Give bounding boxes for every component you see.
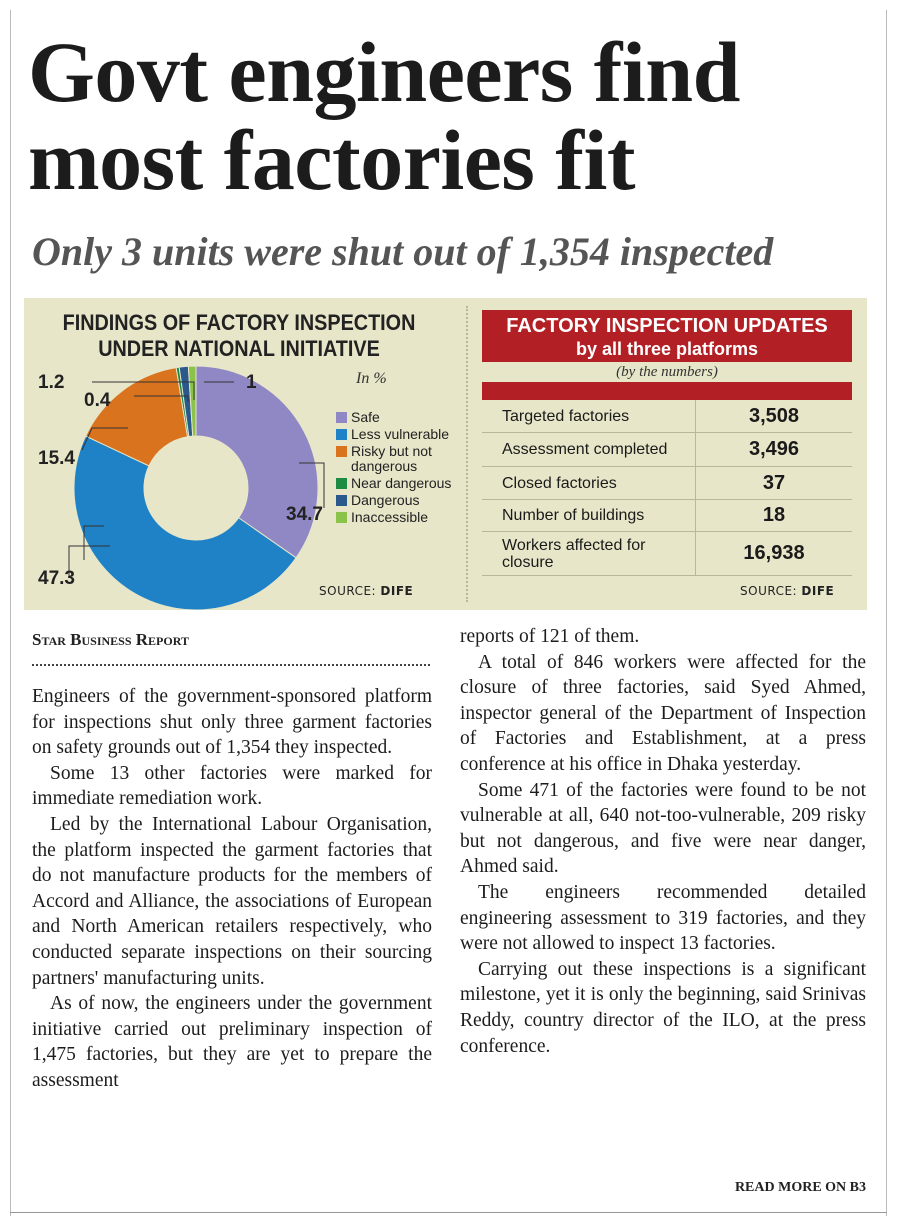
table-cell-label: Workers affected for closure: [482, 532, 696, 575]
table-cell-value: 3,496: [748, 438, 800, 460]
article-paragraph: As of now, the engineers under the government initiative carried out preliminary inspection of 1,475 factories, but they are yet to prepare the assessment: [32, 993, 432, 1091]
legend-label: Near dangerous: [351, 475, 452, 491]
chart-source: [319, 584, 413, 598]
bottom-divider: [10, 1212, 887, 1213]
legend-label: Dangerous: [351, 492, 420, 508]
legend-item: [336, 493, 466, 508]
article-paragraph: The engineers recommended detailed engineering assessment to 319 factories, and they were not allowed to inspect 13 factories.: [460, 881, 866, 955]
chart-source-prefix: SOURCE:: [319, 584, 381, 598]
article-paragraph: Engineers of the government-sponsored platform for inspections shut only three garment factories on safety grounds out of 1,354 they inspected.: [32, 686, 432, 759]
headline-line-2: most factories fit: [28, 112, 636, 208]
donut-value-label: 1: [246, 372, 257, 393]
headline-line-1: Govt engineers find: [28, 24, 740, 120]
table-row: [482, 400, 852, 433]
table-cell-label: Number of buildings: [482, 500, 696, 531]
table-row: [482, 532, 852, 576]
table-source-name: DIFE: [801, 584, 835, 598]
article-paragraph: Some 13 other factories were marked for immediate remediation work.: [32, 762, 432, 810]
article-column-left: [32, 684, 432, 1094]
donut-value-label: 1.2: [38, 372, 65, 393]
legend-item: [336, 444, 466, 474]
chart-legend: [336, 410, 466, 527]
subheadline: Only 3 units were shut out of 1,354 inspected: [32, 229, 774, 274]
donut-value-label: 15.4: [38, 448, 75, 469]
donut-value-label: 34.7: [286, 504, 323, 525]
article-column-right: [460, 624, 866, 1059]
article-paragraph: reports of 121 of them.: [460, 626, 640, 647]
table-cell-label: Targeted factories: [482, 400, 696, 432]
legend-swatch: [336, 512, 347, 523]
table-cell-value: 16,938: [743, 542, 805, 564]
legend-swatch: [336, 446, 347, 457]
legend-item: [336, 427, 466, 442]
donut-chart-title: FINDINGS OF FACTORY INSPECTION UNDER NATIONAL INITIATIVE: [62, 310, 416, 361]
panel-divider: [466, 306, 468, 602]
read-more-link[interactable]: READ MORE ON B3: [734, 1180, 866, 1195]
table-row: [482, 500, 852, 532]
article-paragraph: Led by the International Labour Organisation, the platform inspected the garment factories that do not manufacture products for the members of Accord and Alliance, the associations of European and North American retailers respectively, who conducted separate inspections on their sourcing partners' manufacturing units.: [32, 813, 432, 989]
byline: Star Business Report: [32, 630, 189, 649]
legend-swatch: [336, 478, 347, 489]
updates-table-header: [482, 310, 852, 400]
updates-table: [482, 310, 852, 576]
legend-label: Inaccessible: [351, 509, 429, 525]
legend-swatch: [336, 412, 347, 423]
table-cell-value: 18: [762, 504, 786, 526]
updates-table-subtitle: by all three platforms: [575, 339, 759, 359]
legend-label: Safe: [351, 409, 380, 425]
updates-table-note: (by the numbers): [482, 362, 852, 382]
legend-item: [336, 476, 466, 491]
table-source: [740, 584, 834, 598]
legend-item: [336, 510, 466, 525]
legend-label: Risky but not dangerous: [351, 443, 432, 474]
table-cell-label: Closed factories: [482, 467, 696, 499]
article-paragraph: Some 471 of the factories were found to be not vulnerable at all, 640 not-too-vulnerable, 209 risky but not dangerous, and five were near danger, Ahmed said.: [460, 779, 866, 878]
table-cell-label: Assessment completed: [482, 433, 696, 466]
legend-swatch: [336, 429, 347, 440]
updates-table-title: FACTORY INSPECTION UPDATES: [506, 315, 828, 337]
donut-value-label: 47.3: [38, 568, 75, 589]
headline: [28, 24, 878, 208]
byline-divider: [32, 664, 430, 666]
table-cell-value: 3,508: [748, 404, 800, 427]
legend-item: [336, 410, 466, 425]
table-source-prefix: SOURCE:: [740, 584, 802, 598]
table-row: [482, 433, 852, 467]
chart-source-name: DIFE: [380, 584, 414, 598]
infographic: [24, 298, 867, 610]
donut-slice-safe: [196, 366, 318, 558]
legend-label: Less vulnerable: [351, 426, 450, 442]
table-cell-value: 37: [762, 471, 786, 494]
donut-value-label: 0.4: [84, 390, 111, 411]
legend-swatch: [336, 495, 347, 506]
unit-note: In %: [356, 370, 387, 387]
article-paragraph: A total of 846 workers were affected for the closure of three factories, said Syed Ahmed, inspector general of the Department of Inspection of Factories and Establishment, at a press conference at his office in Dhaka yesterday.: [460, 651, 866, 775]
table-row: [482, 467, 852, 500]
article-paragraph: Carrying out these inspections is a significant milestone, yet it is only the beginning, said Srinivas Reddy, country director of the ILO, at the press conference.: [460, 958, 866, 1057]
updates-table-body: [482, 400, 852, 576]
